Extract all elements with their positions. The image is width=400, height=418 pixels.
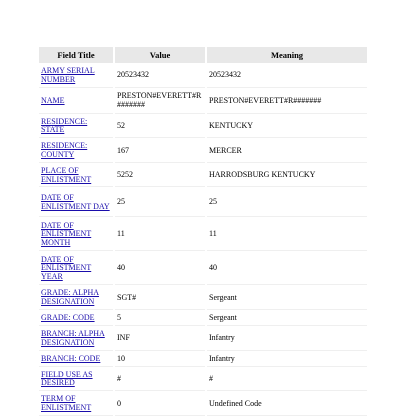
- field-title-link[interactable]: GRADE: CODE: [41, 313, 95, 323]
- meaning-cell: KENTUCKY: [207, 116, 367, 139]
- value-cell: 40: [115, 253, 205, 285]
- field-title-link[interactable]: PLACE OF ENLISTMENT: [41, 165, 92, 184]
- field-title-cell: [39, 253, 113, 285]
- value-cell: SGT#: [115, 287, 205, 310]
- field-title-cell: [39, 116, 113, 139]
- field-title-link[interactable]: FIELD USE AS DESIRED: [41, 369, 93, 388]
- table-row: [39, 65, 367, 88]
- field-title-link[interactable]: GRADE: ALPHA DESIGNATION: [41, 288, 100, 307]
- value-cell: 5252: [115, 165, 205, 188]
- value-cell: #: [115, 369, 205, 392]
- field-title-cell: [39, 312, 113, 326]
- field-title-link[interactable]: DATE OF ENLISTMENT MONTH: [41, 220, 92, 248]
- header-field-title: Field Title: [39, 47, 113, 63]
- field-title-cell: [39, 90, 113, 114]
- field-title-link[interactable]: DATE OF ENLISTMENT DAY: [41, 193, 110, 211]
- field-title-cell: [39, 393, 113, 416]
- table-row: [39, 353, 367, 367]
- value-cell: INF: [115, 328, 205, 351]
- field-title-cell: [39, 369, 113, 392]
- meaning-cell: #: [207, 369, 367, 392]
- table-row: [39, 393, 367, 416]
- field-title-cell: [39, 65, 113, 88]
- table-row: [39, 165, 367, 188]
- field-title-cell: [39, 328, 113, 351]
- field-title-cell: [39, 165, 113, 188]
- value-cell: 25: [115, 189, 205, 217]
- meaning-cell: Infantry: [207, 328, 367, 351]
- field-title-link[interactable]: ARMY SERIAL NUMBER: [41, 66, 95, 84]
- value-cell: 5: [115, 312, 205, 326]
- value-cell: 11: [115, 219, 205, 251]
- table-row: [39, 90, 367, 114]
- table-row: [39, 312, 367, 326]
- table-row: [39, 219, 367, 251]
- header-value: Value: [115, 47, 205, 63]
- meaning-cell: 25: [207, 189, 367, 217]
- field-title-link[interactable]: BRANCH: ALPHA DESIGNATION: [41, 328, 105, 347]
- field-title-link[interactable]: DATE OF ENLISTMENT YEAR: [41, 254, 92, 282]
- value-cell: PRESTON#EVERETT#R#######: [115, 90, 205, 114]
- meaning-cell: 11: [207, 219, 367, 251]
- field-title-link[interactable]: RESIDENCE: STATE: [41, 116, 88, 135]
- table-header-row: [39, 47, 367, 63]
- meaning-cell: Undefined Code: [207, 393, 367, 416]
- field-title-cell: [39, 353, 113, 367]
- table-row: [39, 287, 367, 310]
- value-cell: 52: [115, 116, 205, 139]
- value-cell: 10: [115, 353, 205, 367]
- meaning-cell: HARRODSBURG KENTUCKY: [207, 165, 367, 188]
- field-title-link[interactable]: BRANCH: CODE: [41, 353, 101, 363]
- table-row: [39, 189, 367, 217]
- record-table: [37, 45, 369, 418]
- field-title-cell: [39, 140, 113, 163]
- meaning-cell: Sergeant: [207, 287, 367, 310]
- value-cell: 20523432: [115, 65, 205, 88]
- field-title-link[interactable]: RESIDENCE: COUNTY: [41, 141, 88, 159]
- header-meaning: Meaning: [207, 47, 367, 63]
- meaning-cell: 40: [207, 253, 367, 285]
- field-title-link[interactable]: NAME: [41, 95, 65, 105]
- field-title-cell: [39, 189, 113, 217]
- record-table-container: [37, 45, 363, 418]
- meaning-cell: Sergeant: [207, 312, 367, 326]
- meaning-cell: MERCER: [207, 140, 367, 163]
- field-title-cell: [39, 219, 113, 251]
- field-title-cell: [39, 287, 113, 310]
- table-row: [39, 140, 367, 163]
- table-row: [39, 328, 367, 351]
- table-row: [39, 369, 367, 392]
- table-row: [39, 116, 367, 139]
- field-title-link[interactable]: TERM OF ENLISTMENT: [41, 394, 92, 412]
- meaning-cell: 20523432: [207, 65, 367, 88]
- table-row: [39, 253, 367, 285]
- value-cell: 167: [115, 140, 205, 163]
- meaning-cell: Infantry: [207, 353, 367, 367]
- value-cell: 0: [115, 393, 205, 416]
- meaning-cell: PRESTON#EVERETT#R#######: [207, 90, 367, 114]
